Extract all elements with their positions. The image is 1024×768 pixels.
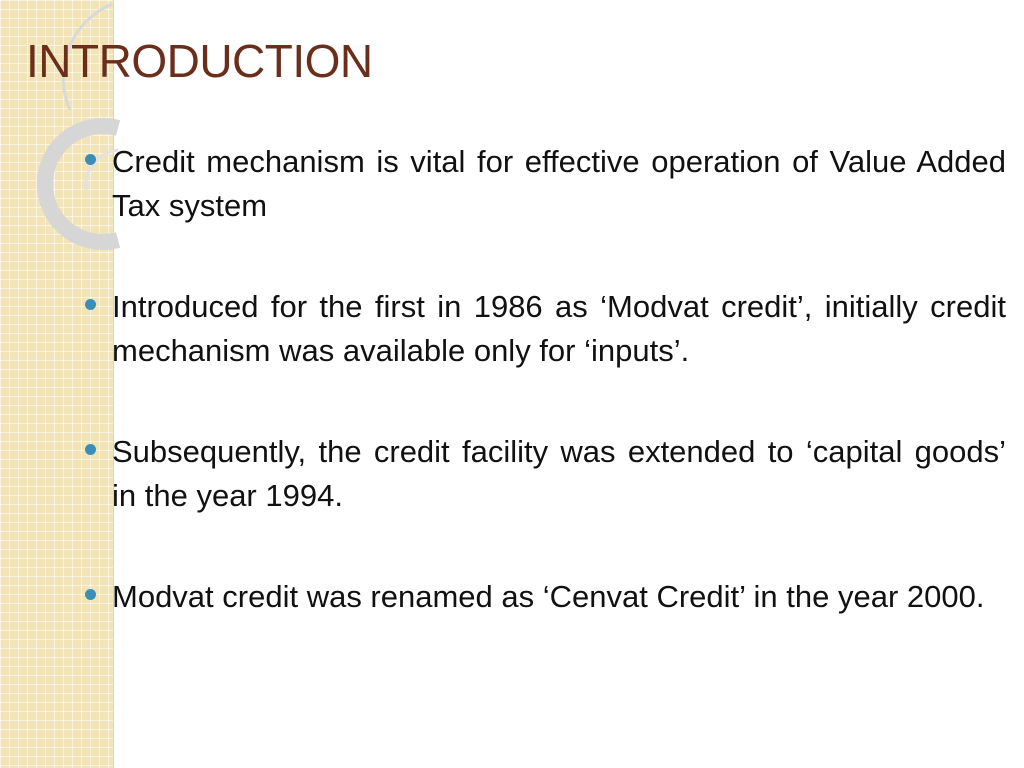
bullet-text: Modvat credit was renamed as ‘Cenvat Credit’ in the year 2000. xyxy=(112,579,985,614)
bullet-list xyxy=(80,140,1006,676)
bullet-dot-icon xyxy=(85,589,96,600)
bullet-dot-icon xyxy=(85,154,96,165)
bullet-item xyxy=(80,430,1006,518)
bullet-item xyxy=(80,285,1006,373)
bullet-dot-icon xyxy=(85,444,96,455)
slide-title: INTRODUCTION xyxy=(26,35,373,87)
bullet-text: Credit mechanism is vital for effective operation of Value Added Tax system xyxy=(112,144,1006,223)
bullet-text: Introduced for the first in 1986 as ‘Modvat credit’, initially credit mechanism was available only for ‘inputs’. xyxy=(112,289,1006,368)
bullet-dot-icon xyxy=(85,299,96,310)
bullet-item xyxy=(80,140,1006,228)
bullet-text: Subsequently, the credit facility was extended to ‘capital goods’ in the year 1994. xyxy=(112,434,1006,513)
bullet-item xyxy=(80,575,1006,619)
